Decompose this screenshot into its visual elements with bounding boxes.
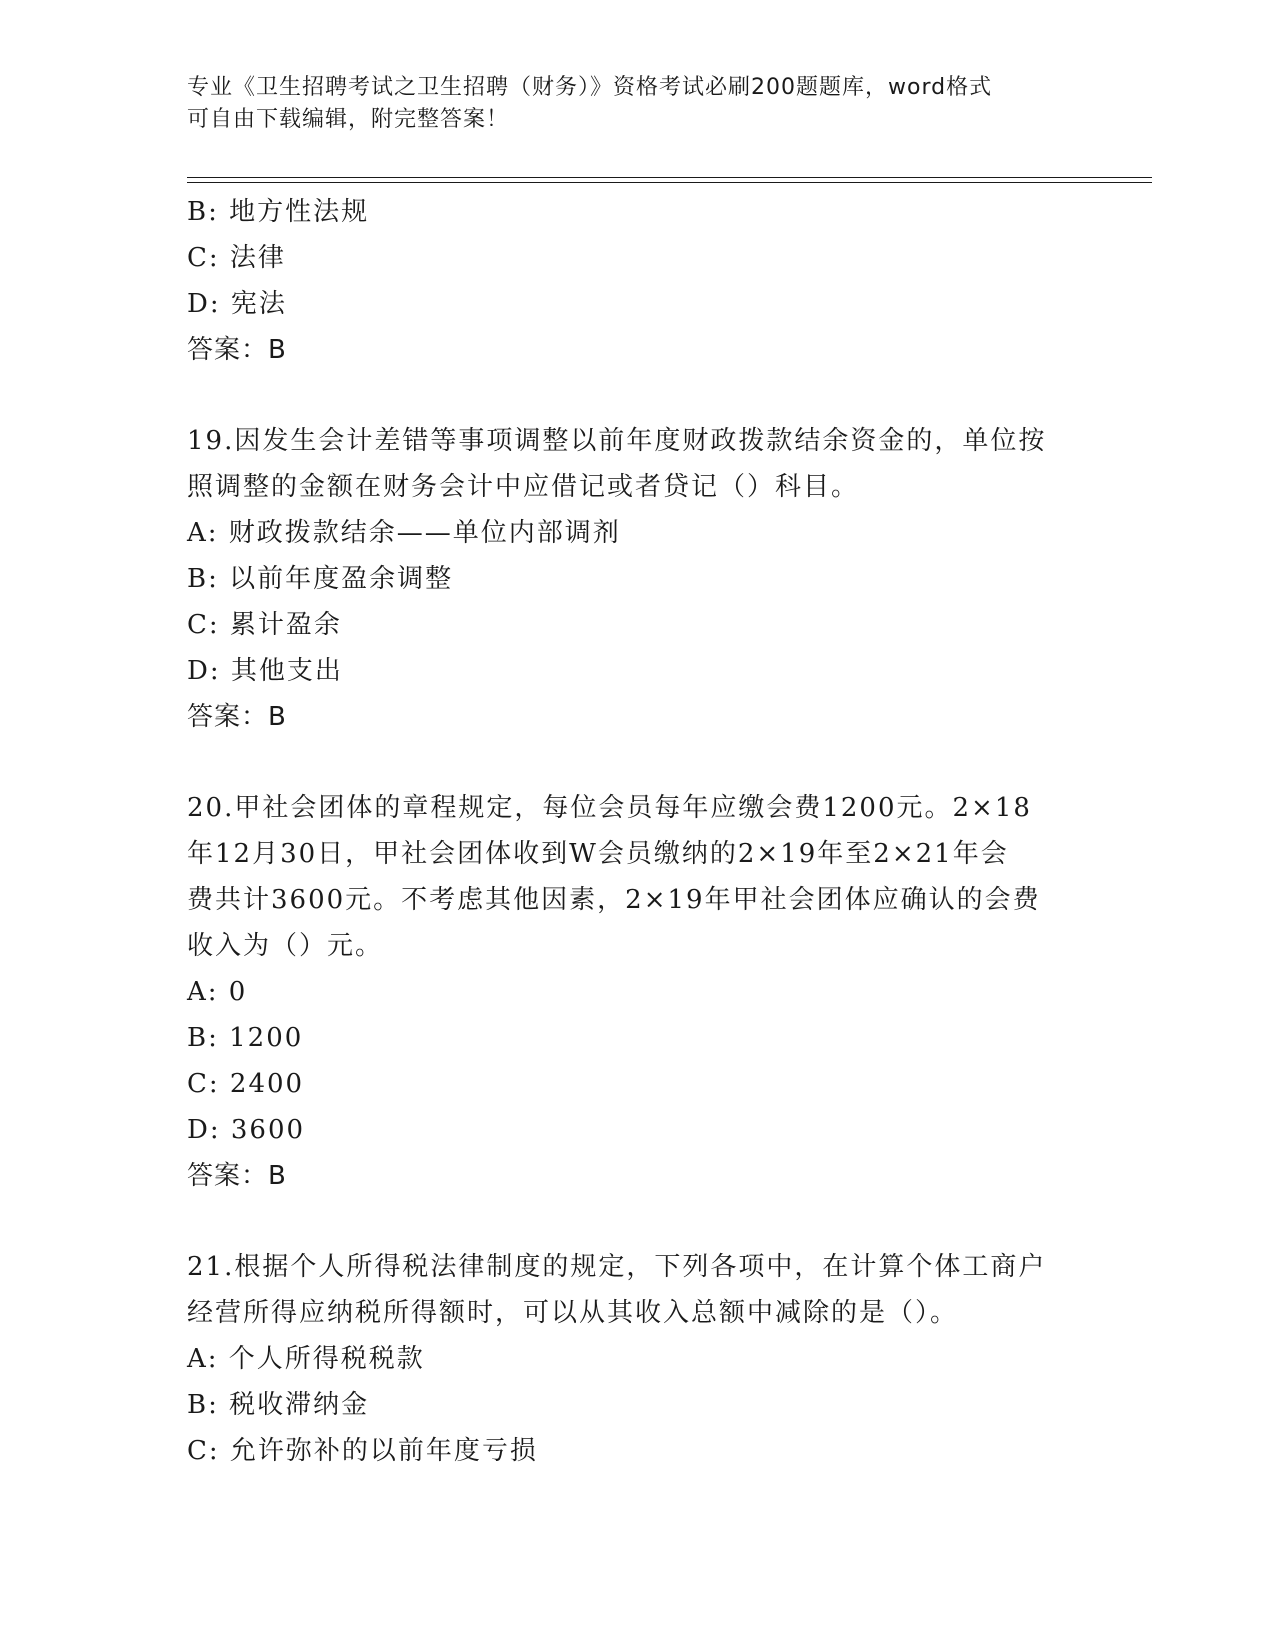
option-c: C: 允许弥补的以前年度亏损 bbox=[187, 1436, 538, 1466]
option-b: B: 地方性法规 bbox=[187, 197, 370, 227]
question-text-line: 20.甲社会团体的章程规定，每位会员每年应缴会费1200元。2×18 bbox=[187, 793, 1032, 823]
question-spacer bbox=[187, 373, 1087, 418]
question-text-line: 照调整的金额在财务会计中应借记或者贷记（）科目。 bbox=[187, 472, 860, 502]
question-spacer bbox=[187, 1199, 1087, 1244]
option-c: C: 2400 bbox=[187, 1069, 305, 1099]
option-a: A: 0 bbox=[187, 977, 248, 1007]
header-line-1: 专业《卫生招聘考试之卫生招聘（财务）》资格考试必刷200题题库，word格式 bbox=[187, 75, 993, 100]
option-b: B: 1200 bbox=[187, 1023, 304, 1053]
question-text-line: 21.根据个人所得税法律制度的规定，下列各项中，在计算个体工商户 bbox=[187, 1252, 1047, 1282]
answer-line: 答案：B bbox=[187, 702, 287, 732]
header-divider-top bbox=[187, 177, 1152, 178]
question-text-line: 经营所得应纳税所得额时，可以从其收入总额中减除的是（）。 bbox=[187, 1298, 959, 1328]
question-spacer bbox=[187, 740, 1087, 785]
question-18 bbox=[187, 189, 1087, 373]
option-b: B: 以前年度盈余调整 bbox=[187, 564, 454, 594]
option-d: D: 其他支出 bbox=[187, 656, 343, 686]
document-header bbox=[187, 72, 1087, 136]
question-text-line: 19.因发生会计差错等事项调整以前年度财政拨款结余资金的，单位按 bbox=[187, 426, 1047, 456]
option-d: D: 宪法 bbox=[187, 289, 287, 319]
option-d: D: 3600 bbox=[187, 1115, 306, 1145]
answer-line: 答案：B bbox=[187, 1161, 287, 1191]
question-20 bbox=[187, 785, 1087, 1199]
question-text-line: 年12月30日，甲社会团体收到W会员缴纳的2×19年至2×21年会 bbox=[187, 839, 1009, 869]
option-c: C: 法律 bbox=[187, 243, 286, 273]
question-19 bbox=[187, 418, 1087, 740]
option-a: A: 个人所得税税款 bbox=[187, 1344, 425, 1374]
answer-line: 答案：B bbox=[187, 335, 287, 365]
question-text-line: 收入为（）元。 bbox=[187, 931, 384, 961]
question-list bbox=[187, 189, 1087, 1474]
header-line-2: 可自由下载编辑，附完整答案！ bbox=[187, 107, 510, 132]
option-a: A: 财政拨款结余——单位内部调剂 bbox=[187, 518, 621, 548]
question-21 bbox=[187, 1244, 1087, 1474]
option-b: B: 税收滞纳金 bbox=[187, 1390, 370, 1420]
header-divider-bottom bbox=[187, 182, 1152, 183]
option-c: C: 累计盈余 bbox=[187, 610, 342, 640]
question-text-line: 费共计3600元。不考虑其他因素，2×19年甲社会团体应确认的会费 bbox=[187, 885, 1041, 915]
